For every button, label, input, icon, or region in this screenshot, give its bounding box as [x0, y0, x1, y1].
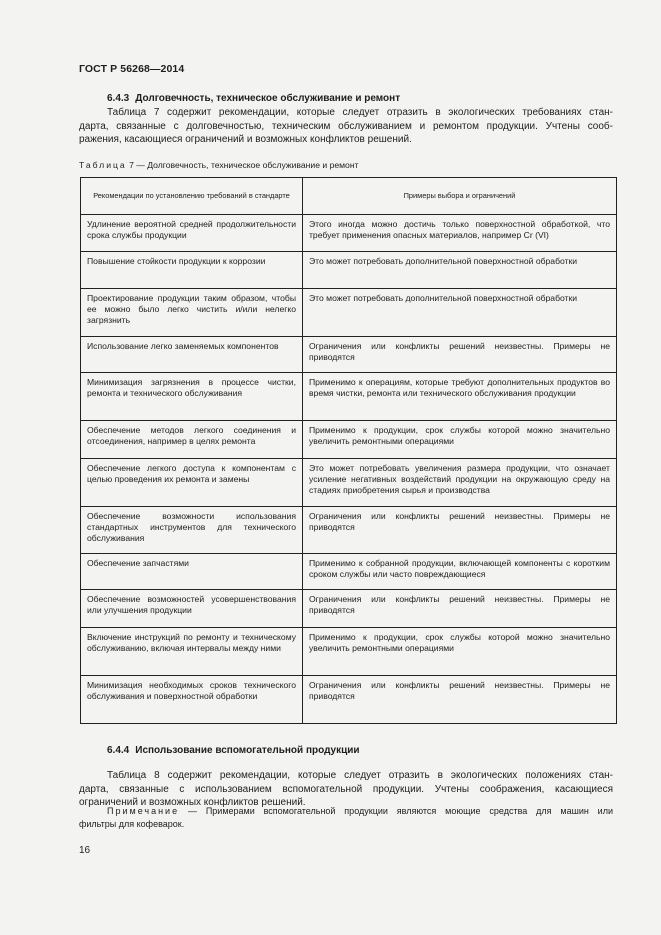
table-cell: Этого иногда можно достичь только поверхностной обработкой, что требует применения опасных материалов, например Cr (VI) — [303, 215, 617, 252]
table-row — [81, 421, 617, 459]
recommendations-table — [80, 177, 617, 724]
table-header-row — [81, 178, 617, 215]
section-heading-6-4-3 — [107, 93, 400, 104]
paragraph-line: дарта, связанные с долговечностью, техническим обслуживанием и ремонтом продукции. Учтены сооб- — [79, 120, 613, 132]
table-row — [81, 628, 617, 676]
table-cell: Обеспечение запчастями — [81, 554, 303, 590]
table-row — [81, 676, 617, 724]
table-cell: Повышение стойкости продукции к коррозии — [81, 252, 303, 289]
table-row — [81, 590, 617, 628]
table-cell: Обеспечение возможности использования стандартных инструментов для технического обслуживания — [81, 507, 303, 554]
table-cell: Это может потребовать увеличения размера продукции, что означает усиление негативных воздействий продукции на окружающую среду на стадиях приобретения сырья и производства — [303, 459, 617, 507]
table-cell: Обеспечение методов легкого соединения и отсоединения, например в целях ремонта — [81, 421, 303, 459]
section-number: 6.4.4 — [107, 745, 130, 756]
table-row — [81, 554, 617, 590]
note — [79, 805, 613, 831]
table-row — [81, 373, 617, 421]
table-cell: Это может потребовать дополнительной поверхностной обработки — [303, 289, 617, 337]
table-cell: Это может потребовать дополнительной поверхностной обработки — [303, 252, 617, 289]
table-cell: Минимизация загрязнения в процессе чистки, ремонта и технического обслуживания — [81, 373, 303, 421]
paragraph-line: дарта, связанные с использованием вспомогательной продукции. Учтены соображения, касающиеся — [79, 783, 613, 795]
table-cell: Применимо к продукции, срок службы которой можно значительно увеличить ремонтными операциями — [303, 421, 617, 459]
table-cell: Применимо к операциям, которые требуют дополнительных продуктов во время чистки, ремонта или технического обслуживания продукции — [303, 373, 617, 421]
paragraph-line: Таблица 7 содержит рекомендации, которые следует отразить в экологических требованиях стан- — [107, 107, 613, 118]
note-label: Примечание — [107, 806, 180, 816]
table-header-cell: Рекомендации по установлению требований в стандарте — [81, 178, 303, 215]
section-title: Долговечность, техническое обслуживание и ремонт — [135, 93, 401, 104]
table-cell: Обеспечение возможностей усовершенствования или улучшения продукции — [81, 590, 303, 628]
page-number: 16 — [79, 845, 91, 856]
table-cell: Ограничения или конфликты решений неизвестны. Примеры не приводятся — [303, 590, 617, 628]
table-cell: Минимизация необходимых сроков технического обслуживания и поверхностной обработки — [81, 676, 303, 724]
table-caption-text: 7 — Долговечность, техническое обслуживание и ремонт — [129, 160, 359, 170]
paragraph-line: ражения, касающиеся ограничений и возможных конфликтов решений. — [79, 134, 412, 146]
paragraph-line: Таблица 8 содержит рекомендации, которые следует отразить в экологических положениях стан- — [107, 770, 613, 781]
table-cell: Использование легко заменяемых компонентов — [81, 337, 303, 373]
section-paragraph — [79, 769, 613, 810]
table-row — [81, 289, 617, 337]
table-header-cell: Примеры выбора и ограничений — [303, 178, 617, 215]
table-cell: Применимо к продукции, срок службы которой можно значительно увеличить ремонтными операциями — [303, 628, 617, 676]
note-line — [79, 805, 613, 818]
table-cell: Обеспечение легкого доступа к компонентам с целью проведения их ремонта и замены — [81, 459, 303, 507]
table-row — [81, 459, 617, 507]
section-title: Использование вспомогательной продукции — [135, 745, 360, 756]
table-cell: Ограничения или конфликты решений неизвестны. Примеры не приводятся — [303, 676, 617, 724]
table-row — [81, 252, 617, 289]
section-number: 6.4.3 — [107, 93, 130, 104]
table-cell: Применимо к собранной продукции, включающей компоненты с коротким сроком службы или часто повреждающиеся — [303, 554, 617, 590]
paragraph-line: ограничений и возможных конфликтов решений. — [79, 797, 306, 809]
table-row — [81, 507, 617, 554]
table-row — [81, 215, 617, 252]
table-cell: Проектирование продукции таким образом, чтобы ее можно было легко чистить и/или нелегко загрязнить — [81, 289, 303, 337]
note-text: — Примерами вспомогательной продукции являются моющие средства для машин или — [179, 806, 613, 816]
table-caption-label: Таблица — [79, 160, 127, 170]
section-heading-6-4-4 — [107, 745, 360, 756]
table-caption — [79, 160, 359, 170]
table-cell: Ограничения или конфликты решений неизвестны. Примеры не приводятся — [303, 507, 617, 554]
document-id: ГОСТ Р 56268—2014 — [79, 63, 185, 75]
table-row — [81, 337, 617, 373]
table-cell: Удлинение вероятной средней продолжительности срока службы продукции — [81, 215, 303, 252]
section-paragraph — [79, 106, 613, 147]
table-cell: Ограничения или конфликты решений неизвестны. Примеры не приводятся — [303, 337, 617, 373]
table-cell: Включение инструкций по ремонту и техническому обслуживанию, включая интервалы между ними — [81, 628, 303, 676]
note-line: фильтры для кофеварок. — [79, 819, 185, 829]
